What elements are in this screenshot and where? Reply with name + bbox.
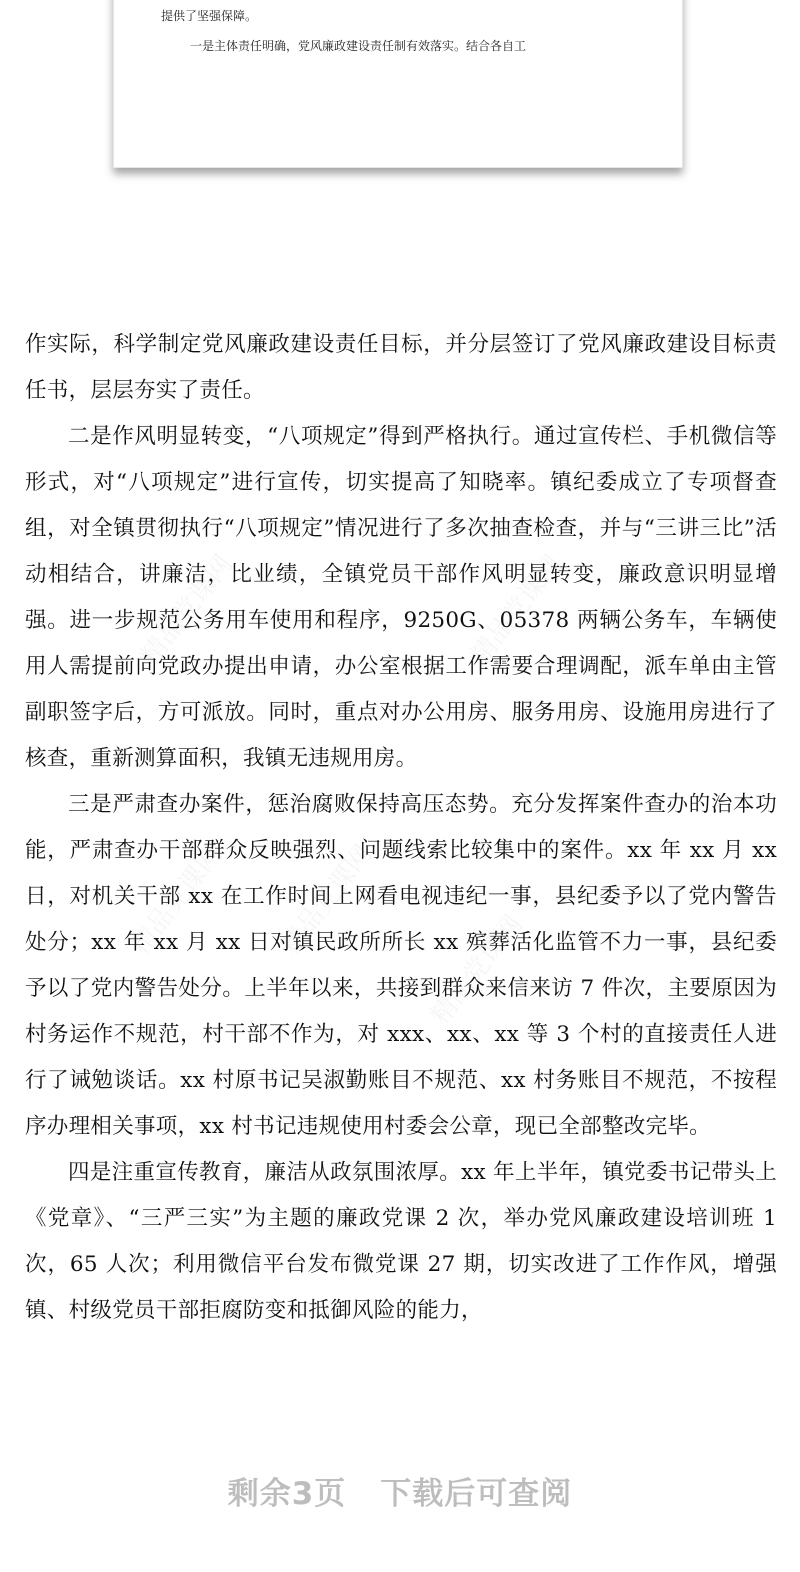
watermark: 精品党课网	[425, 909, 529, 1031]
watermark: 精品党课网	[125, 839, 229, 961]
paragraph-case-handling: 三是严肃查办案件，惩治腐败保持高压态势。充分发挥案件查办的治本功能，严肃查办干部群众反映强烈、问题线索比较集中的案件。xx 年 xx 月 xx 日，对机关干部 xx 在工作时间上网看电视违纪一事，县纪委予以了党内警告处分；xx 年 xx 月 xx 日对镇民政所所长 xx 殡葬活化监管不力一事，县纪委予以了党内警告处分。上半年以来，共接到群众来信来访 7 件次，主要原因为村务运作不规范，村干部不作为，对 xxx、xx、xx 等 3 个村的直接责任人进行了诫勉谈话。xx 村原书记吴淑勤账目不规范、xx 村务账目不规范，不按程序办理相关事项，xx 村书记违规使用村委会公章，现已全部整改完毕。	[25, 792, 777, 1139]
paragraph-education: 四是注重宣传教育，廉洁从政氛围浓厚。xx 年上半年，镇党委书记带头上《党章》、“三严三实”为主题的廉政党课 2 次，举办党风廉政建设培训班 1 次，65 人次；利用微信平台发布微党课 27 期，切实改进了工作作风，增强镇、村级党员干部拒腐防变和抵御风险的能力，	[25, 1160, 777, 1323]
paragraph-work-style: 二是作风明显转变，“八项规定”得到严格执行。通过宣传栏、手机微信等形式，对“八项规定”进行宣传，切实提高了知晓率。镇纪委成立了专项督查组，对全镇贯彻执行“八项规定”情况进行了多次抽查检查，并与“三讲三比”活动相结合，讲廉洁，比业绩，全镇党员干部作风明显转变，廉政意识明显增强。进一步规范公务用车使用和程序，9250G、05378 两辆公务车，车辆使用人需提前向党政办提出申请，办公室根据工作需要合理调配，派车单由主管副职签字后，方可派放。同时，重点对办公用房、服务用房、设施用房进行了核查，重新测算面积，我镇无违规用房。	[25, 424, 777, 771]
watermark: 精品党课网	[135, 549, 239, 671]
preview-page-card	[113, 0, 683, 168]
watermark: 精品党课网	[465, 549, 569, 671]
download-to-view-label: 下载后可查阅	[380, 1476, 573, 1512]
paragraph-continuation: 作实际，科学制定党风廉政建设责任目标，并分层签订了党风廉政建设目标责任书，层层夯实了责任。	[25, 332, 777, 403]
card-text-line: 提供了坚强保障。	[161, 9, 258, 23]
download-prompt[interactable]	[0, 1468, 800, 1513]
watermark: 精品党课网	[275, 839, 379, 961]
card-text-line: 一是主体责任明确，党风廉政建设责任制有效落实。结合各自工	[190, 39, 527, 53]
remaining-pages-label: 剩余3页	[227, 1476, 347, 1512]
document-body	[25, 322, 777, 1334]
